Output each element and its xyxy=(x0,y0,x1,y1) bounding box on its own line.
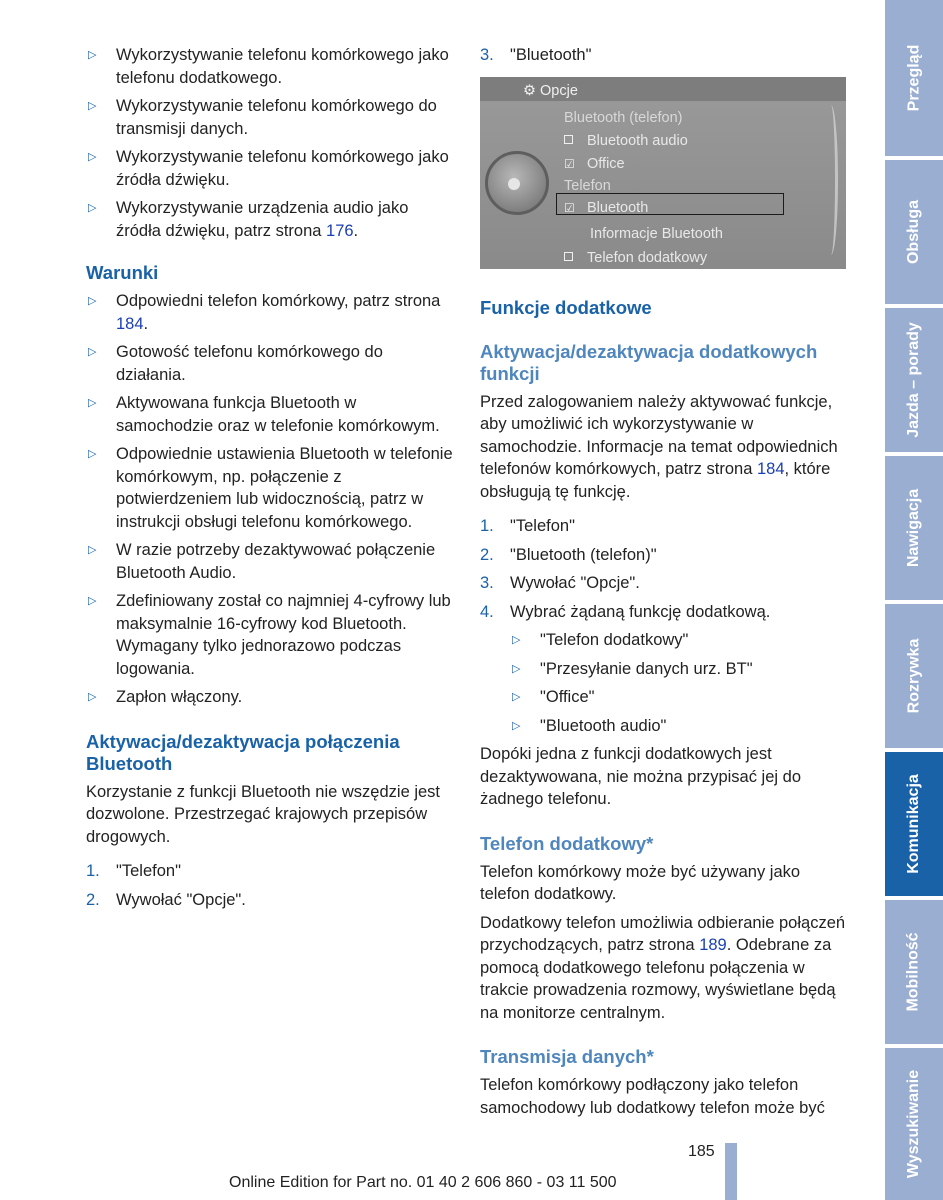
checkbox-empty-icon xyxy=(564,135,573,144)
tab-label: Jazda – porady xyxy=(905,322,923,438)
list-item: ▷ Zapłon włączony. xyxy=(86,686,456,709)
telefon-dodatkowy-p2 xyxy=(480,912,848,1025)
step-number: 2. xyxy=(86,890,100,909)
option-label: Office xyxy=(587,155,625,172)
tab-label: Nawigacja xyxy=(905,488,923,568)
aktyw-text-a: Przed zalogowaniem należy aktywować funkcje, aby umożliwić ich wykorzystywanie w samochodzie. Informacje na temat odpowiednich telefonów komórkowych, patrz strona xyxy=(480,392,838,478)
step-text: Wywołać "Opcje". xyxy=(116,890,246,909)
option-office[interactable] xyxy=(564,153,625,176)
tab-label: Rozrywka xyxy=(905,638,923,714)
option-label: Telefon dodatkowy xyxy=(587,249,708,266)
list-item: ▷ "Telefon dodatkowy" xyxy=(510,629,848,652)
tab-mobilnosc[interactable] xyxy=(885,900,943,1044)
page-link-176[interactable]: 176 xyxy=(326,221,354,240)
list-item-text: Odpowiedni telefon komórkowy, patrz strona xyxy=(116,292,441,310)
transmisja-heading: Transmisja danych* xyxy=(480,1046,654,1067)
option-bluetooth-info[interactable]: Informacje Bluetooth xyxy=(590,225,723,242)
intro-bullet-list xyxy=(86,44,456,242)
step-text: "Telefon" xyxy=(116,862,181,880)
telefon-dodatkowy-heading: Telefon dodatkowy* xyxy=(480,832,654,854)
page-marker-bar xyxy=(725,1143,737,1200)
tab-nawigacja[interactable] xyxy=(885,456,943,600)
screen-section-header: Telefon xyxy=(564,177,611,194)
punct: . xyxy=(143,314,149,333)
funkcje-heading: Funkcje dodatkowe xyxy=(480,296,652,318)
option-bluetooth-audio[interactable] xyxy=(564,130,688,153)
left-column xyxy=(86,44,456,917)
text-b: . Odebrane za pomocą dodatkowego telefonu połączenia w trakcie prowadzenia rozmowy, wyświetlane będą na monitorze centralnym. xyxy=(480,936,836,1022)
step-text: "Bluetooth" xyxy=(510,46,592,64)
checkbox-checked-icon: ☑ xyxy=(564,156,575,171)
activation-steps xyxy=(86,860,456,911)
text-a: Dodatkowy telefon umożliwia odbieranie połączeń przychodzących, patrz strona xyxy=(480,913,846,954)
tab-label: Wyszukiwanie xyxy=(905,1069,922,1179)
step-item xyxy=(480,601,848,738)
right-column xyxy=(480,44,848,1125)
list-item: ▷ "Przesyłanie danych urz. BT" xyxy=(510,658,848,681)
screen-title-label: Opcje xyxy=(540,82,578,99)
tab-rozrywka[interactable] xyxy=(885,604,943,748)
tab-wyszukiwanie[interactable] xyxy=(885,1048,943,1200)
list-item: ▷ Wykorzystywanie telefonu komórkowego jako telefonu dodatkowego. xyxy=(86,44,456,89)
screen-title xyxy=(523,80,578,103)
list-item xyxy=(86,290,456,335)
activation-heading: Aktywacja/dezaktywacja połączenia Bluetooth xyxy=(86,730,400,774)
checkbox-empty-icon xyxy=(564,252,573,261)
option-extra-phone[interactable] xyxy=(564,247,707,270)
step-item xyxy=(480,515,848,538)
warunki-heading: Warunki xyxy=(86,262,159,283)
step-text: "Bluetooth (telefon)" xyxy=(510,545,657,564)
list-item: ▷ Odpowiednie ustawienia Bluetooth w telefonie komórkowym, np. połączenie z potwierdzeniem lub widocznością, patrz w instrukcji obsługi telefonu komórkowego. xyxy=(86,443,456,533)
step-number: 2. xyxy=(480,545,494,564)
dopoki-text: Dopóki jedna z funkcji dodatkowych jest dezaktywowana, nie można przypisać jej do żadnego telefonu. xyxy=(480,745,802,808)
checkbox-checked-icon: ☑ xyxy=(564,200,575,215)
tab-komunikacja[interactable] xyxy=(885,752,943,896)
list-item: ▷ Zdefiniowany został co najmniej 4-cyfrowy lub maksymalnie 16-cyfrowy kod Bluetooth. Wymagany tylko jednorazowo podczas logowania. xyxy=(86,590,456,680)
list-item-text: Wykorzystywanie urządzenia audio jako źródła dźwięku, patrz strona xyxy=(116,199,409,240)
step-text: Wybrać żądaną funkcję dodatkową. xyxy=(510,602,771,621)
tab-label: Mobilność xyxy=(905,932,923,1012)
screen-section-header: Bluetooth (telefon) xyxy=(564,109,683,126)
aktyw-text-b: , które obsługują tę funkcję. xyxy=(480,460,831,501)
activation-text: Korzystanie z funkcji Bluetooth nie wszędzie jest dozwolone. Przestrzegać krajowych przepisów drogowych. xyxy=(86,782,441,846)
punct: . xyxy=(353,221,359,240)
list-item: ▷ Gotowość telefonu komórkowego do działania. xyxy=(86,341,456,386)
page-number: 185 xyxy=(688,1143,715,1160)
step-item xyxy=(480,44,848,67)
telefon-dodatkowy-p1: Telefon komórkowy może być używany jako telefon dodatkowy. xyxy=(480,862,801,903)
aktyw-heading: Aktywacja/dezaktywacja dodatkowych funkcji xyxy=(480,340,818,384)
step-item xyxy=(480,572,848,595)
step-number: 3. xyxy=(480,46,494,64)
step-item xyxy=(480,544,848,567)
tab-jazda-porady[interactable] xyxy=(885,308,943,452)
screen-arc-decoration xyxy=(824,105,838,255)
step-number: 4. xyxy=(480,602,494,621)
selection-highlight xyxy=(556,193,784,215)
list-item: ▷ W razie potrzeby dezaktywować połączenie Bluetooth Audio. xyxy=(86,539,456,584)
option-label: Bluetooth xyxy=(587,199,649,216)
list-item: ▷ Wykorzystywanie telefonu komórkowego do transmisji danych. xyxy=(86,95,456,140)
footer-edition: Online Edition for Part no. 01 40 2 606 860 - 03 11 500 xyxy=(229,1174,617,1191)
step-item xyxy=(86,889,456,912)
list-item: ▷ Wykorzystywanie telefonu komórkowego jako źródła dźwięku. xyxy=(86,146,456,191)
tab-label: Komunikacja xyxy=(905,774,922,874)
transmisja-text: Telefon komórkowy podłączony jako telefon samochodowy lub dodatkowy telefon może być xyxy=(480,1076,825,1117)
tools-icon: ⚙ xyxy=(523,82,536,99)
step-number: 1. xyxy=(480,517,494,535)
function-steps xyxy=(480,515,848,737)
step-text: "Telefon" xyxy=(510,517,575,535)
warunki-list xyxy=(86,290,456,709)
chapter-sidebar xyxy=(885,0,943,1200)
step-number: 1. xyxy=(86,862,100,880)
sub-function-list xyxy=(510,629,848,737)
page-link-184[interactable]: 184 xyxy=(116,314,144,333)
step-number: 3. xyxy=(480,574,494,592)
tab-przeglad[interactable] xyxy=(885,0,943,156)
step-text: Wywołać "Opcje". xyxy=(510,574,640,592)
tab-obsluga[interactable] xyxy=(885,160,943,304)
page-link-189[interactable]: 189 xyxy=(699,936,727,954)
page-link-184[interactable]: 184 xyxy=(756,460,785,478)
options-screen xyxy=(480,77,846,269)
step3-list xyxy=(480,44,848,67)
tab-label: Obsługa xyxy=(905,199,923,265)
controller-knob-icon xyxy=(485,151,549,215)
list-item: ▷ Aktywowana funkcja Bluetooth w samochodzie oraz w telefonie komórkowym. xyxy=(86,392,456,437)
option-label: Bluetooth audio xyxy=(587,132,688,149)
list-item xyxy=(86,197,456,242)
list-item: ▷ "Office" xyxy=(510,686,848,709)
list-item: ▷ "Bluetooth audio" xyxy=(510,715,848,738)
step-item xyxy=(86,860,456,883)
tab-label: Przegląd xyxy=(905,44,922,112)
aktyw-text xyxy=(480,391,848,504)
